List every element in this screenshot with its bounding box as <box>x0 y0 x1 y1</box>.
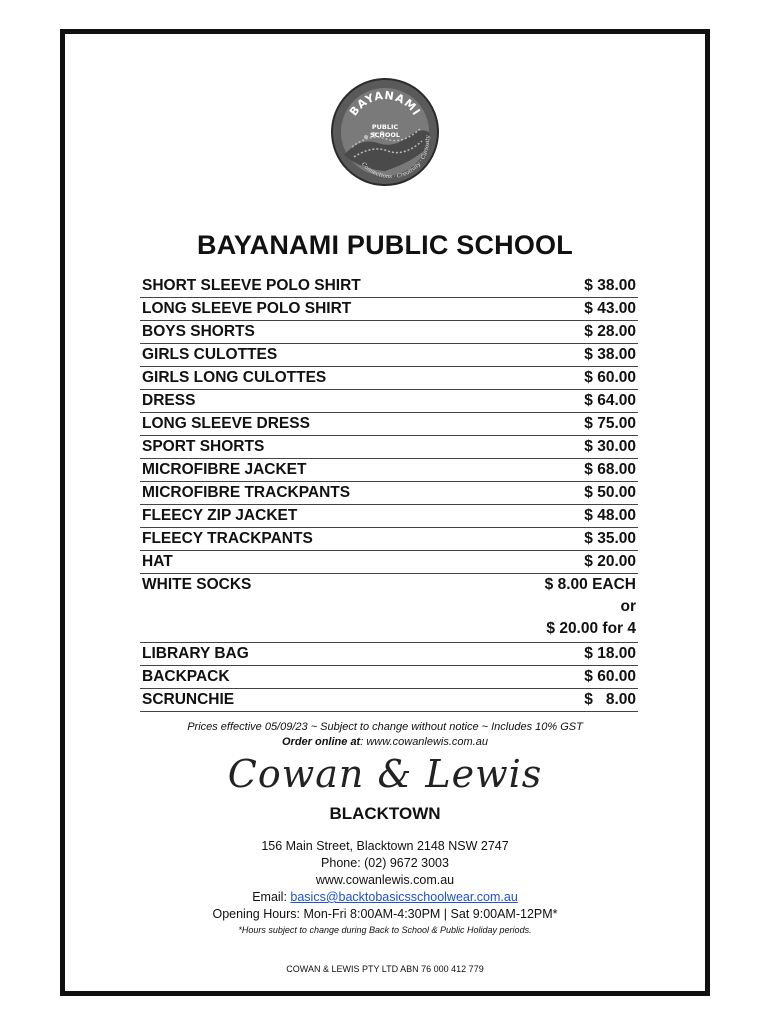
item-price: $ 35.00 <box>489 528 638 551</box>
contact-details <box>65 838 705 937</box>
item-price: $ 38.00 <box>489 275 638 298</box>
hours-note: *Hours subject to change during Back to School & Public Holiday periods. <box>238 925 532 935</box>
item-price: $ 20.00 <box>489 551 638 574</box>
item-name: BOYS SHORTS <box>140 321 489 344</box>
item-name: MICROFIBRE JACKET <box>140 459 489 482</box>
item-price: $ 8.00 <box>489 689 638 712</box>
item-price-or: or <box>620 598 636 615</box>
item-price: $ 68.00 <box>489 459 638 482</box>
table-row <box>140 298 638 321</box>
table-row <box>140 643 638 666</box>
table-row <box>140 505 638 528</box>
price-notes <box>65 720 705 750</box>
page-title: BAYANAMI PUBLIC SCHOOL <box>197 230 573 260</box>
table-row <box>140 482 638 505</box>
item-name: SHORT SLEEVE POLO SHIRT <box>140 275 489 298</box>
item-name: LONG SLEEVE DRESS <box>140 413 489 436</box>
school-logo <box>330 77 440 187</box>
website: www.cowanlewis.com.au <box>315 873 455 887</box>
table-row <box>140 275 638 298</box>
item-price: $ 8.00 EACH <box>544 576 636 593</box>
item-price: $ 60.00 <box>489 367 638 390</box>
item-name: FLEECY TRACKPANTS <box>140 528 489 551</box>
item-price-alt: $ 20.00 for 4 <box>546 620 636 637</box>
item-price: $ 48.00 <box>489 505 638 528</box>
item-price: $ 18.00 <box>489 643 638 666</box>
opening-hours: Opening Hours: Mon-Fri 8:00AM-4:30PM | Sat 9:00AM-12PM* <box>212 907 558 921</box>
price-list-sheet <box>60 29 710 996</box>
item-price: $ 50.00 <box>489 482 638 505</box>
table-row <box>140 551 638 574</box>
item-name: GIRLS CULOTTES <box>140 344 489 367</box>
effective-note: Prices effective 05/09/23 ~ Subject to change without notice ~ Includes 10% GST <box>187 721 583 733</box>
phone: Phone: (02) 9672 3003 <box>321 856 449 870</box>
item-price: $ 30.00 <box>489 436 638 459</box>
item-price: $ 60.00 <box>489 666 638 689</box>
email-link[interactable]: basics@backtobasicsschoolwear.com.au <box>290 890 518 904</box>
item-name: GIRLS LONG CULOTTES <box>140 367 489 390</box>
item-name: HAT <box>140 551 489 574</box>
item-name: DRESS <box>140 390 489 413</box>
table-row <box>140 367 638 390</box>
item-price: $ 75.00 <box>489 413 638 436</box>
branch-name: BLACKTOWN <box>329 804 441 823</box>
brand-logo-text: Cowan & Lewis <box>227 752 543 796</box>
company-footer: COWAN & LEWIS PTY LTD ABN 76 000 412 779 <box>286 964 484 974</box>
table-row <box>140 459 638 482</box>
address: 156 Main Street, Blacktown 2148 NSW 2747 <box>261 839 509 853</box>
logo-school-name: BAYANAMI <box>346 88 424 119</box>
logo-motto: Connections · Creativity · Curiosity <box>359 135 432 181</box>
table-row <box>140 528 638 551</box>
order-online-line <box>65 735 705 750</box>
item-price: $ 38.00 <box>489 344 638 367</box>
price-table <box>140 275 638 712</box>
table-row <box>140 344 638 367</box>
table-row <box>140 666 638 689</box>
item-price-group <box>489 574 638 643</box>
logo-line2: PUBLIC <box>371 123 399 131</box>
item-name: LONG SLEEVE POLO SHIRT <box>140 298 489 321</box>
item-name: WHITE SOCKS <box>140 574 489 643</box>
table-row <box>140 574 638 643</box>
item-name: FLEECY ZIP JACKET <box>140 505 489 528</box>
item-price: $ 43.00 <box>489 298 638 321</box>
order-online-label: Order online at <box>281 736 361 748</box>
email-line <box>65 889 705 906</box>
item-name: BACKPACK <box>140 666 489 689</box>
item-price: $ 28.00 <box>489 321 638 344</box>
item-name: MICROFIBRE TRACKPANTS <box>140 482 489 505</box>
order-online-url: : www.cowanlewis.com.au <box>360 736 489 748</box>
email-label: Email: <box>252 890 291 904</box>
item-name: SPORT SHORTS <box>140 436 489 459</box>
table-row <box>140 689 638 712</box>
table-row <box>140 321 638 344</box>
logo-line3: SCHOOL <box>369 131 401 139</box>
item-name: LIBRARY BAG <box>140 643 489 666</box>
item-price: $ 64.00 <box>489 390 638 413</box>
item-name: SCRUNCHIE <box>140 689 489 712</box>
table-row <box>140 390 638 413</box>
table-row <box>140 436 638 459</box>
table-row <box>140 413 638 436</box>
